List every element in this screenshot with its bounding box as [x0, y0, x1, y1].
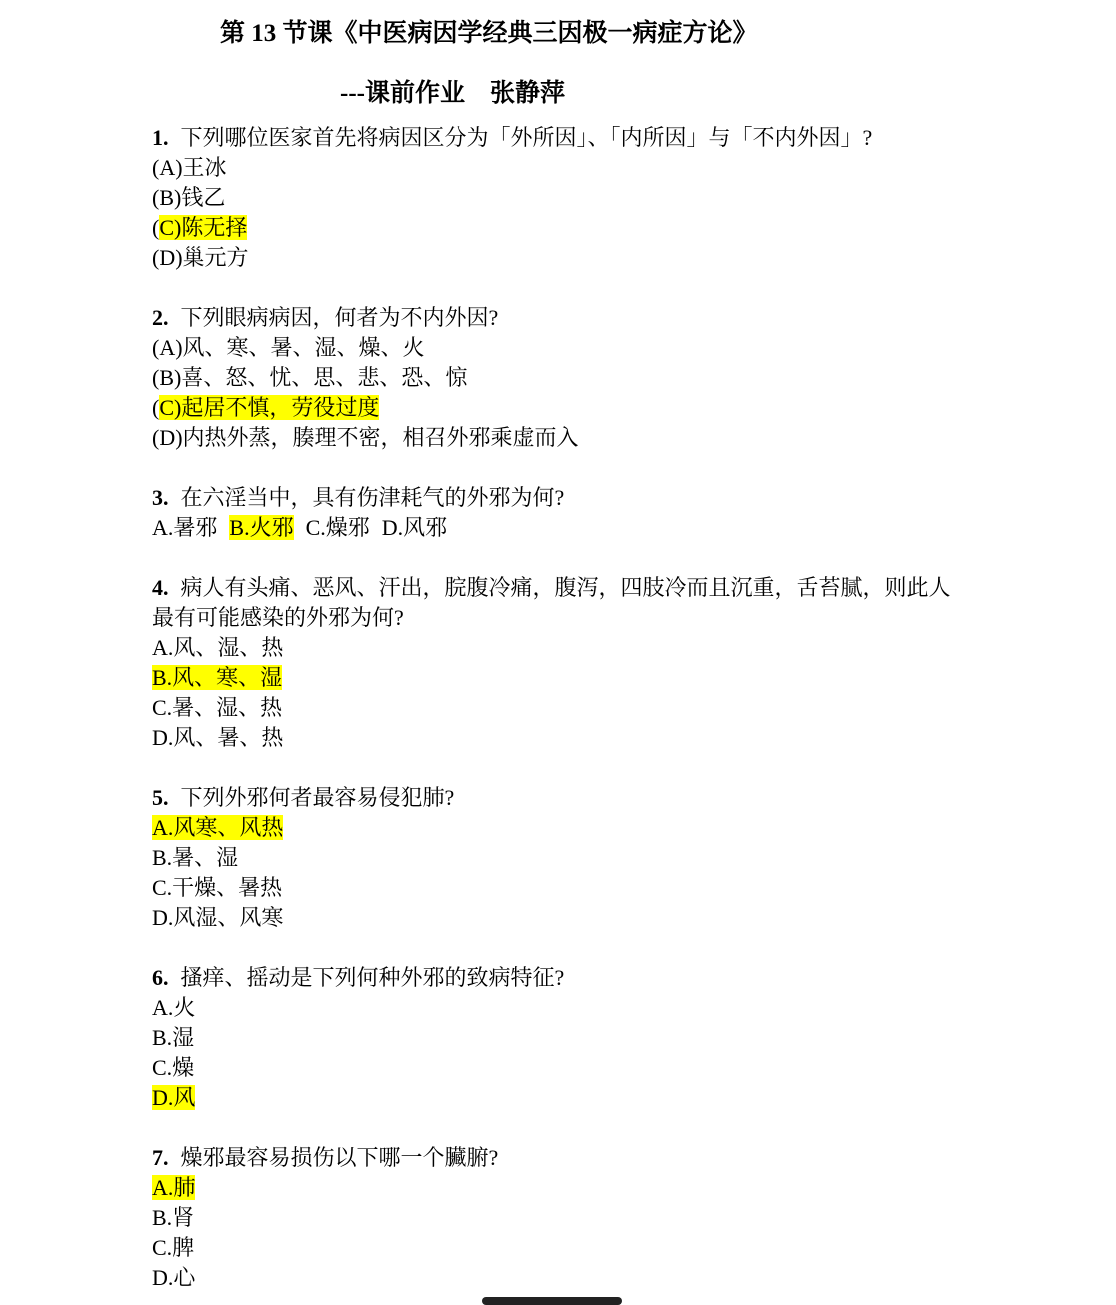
option-a: A.火: [152, 995, 196, 1020]
highlighted-answer: A.风寒、风热: [152, 815, 284, 840]
highlighted-answer: B.风、寒、湿: [152, 665, 283, 690]
question-number: 4.: [152, 575, 169, 600]
scroll-indicator[interactable]: [482, 1297, 622, 1305]
option-d: D.风湿、风寒: [152, 905, 284, 930]
question-7: [152, 1143, 972, 1293]
option-c: [152, 393, 972, 423]
question-5: [152, 783, 972, 933]
option-a: [152, 1173, 972, 1203]
highlighted-answer: A.肺: [152, 1175, 196, 1200]
question-stem: [152, 303, 972, 333]
option-b: (B)钱乙: [152, 185, 226, 210]
highlighted-answer: C)起居不慎，劳役过度: [159, 395, 380, 420]
option-d: D.风、暑、热: [152, 725, 284, 750]
option-c: C.燥邪: [305, 515, 370, 540]
option-b: [152, 663, 972, 693]
option-d: [152, 1083, 972, 1113]
question-stem: [152, 573, 957, 633]
question-text: 在六淫当中，具有伤津耗气的外邪为何?: [180, 485, 565, 510]
question-number: 3.: [152, 485, 169, 510]
question-number: 2.: [152, 305, 169, 330]
option-b: (B)喜、怒、忧、思、悲、恐、惊: [152, 365, 468, 390]
question-stem: [152, 123, 972, 153]
question-6: [152, 963, 972, 1113]
highlighted-answer: B.火邪: [229, 515, 294, 540]
question-2: [152, 303, 972, 453]
option-c: C.燥: [152, 1055, 195, 1080]
option-d: D.风邪: [381, 515, 448, 540]
question-stem: [152, 783, 972, 813]
option-b: B.湿: [152, 1025, 195, 1050]
document-title: 第 13 节课《中医病因学经典三因极一病症方论》: [220, 20, 758, 47]
question-text: 下列哪位医家首先将病因区分为「外所因」、「内所因」与「不内外因」?: [180, 125, 873, 150]
question-3: [152, 483, 972, 543]
question-number: 7.: [152, 1145, 169, 1170]
question-number: 1.: [152, 125, 169, 150]
option-b: B.肾: [152, 1205, 195, 1230]
option-d: D.心: [152, 1265, 196, 1290]
option-a: [152, 813, 972, 843]
option-a: A.暑邪: [152, 515, 218, 540]
highlighted-answer: C)陈无择: [159, 215, 248, 240]
question-stem: [152, 483, 972, 513]
option-a: (A)风、寒、暑、湿、燥、火: [152, 335, 425, 360]
option-paren: (: [152, 215, 160, 240]
question-text: 燥邪最容易损伤以下哪一个臟腑?: [180, 1145, 499, 1170]
option-a: (A)王冰: [152, 155, 227, 180]
highlighted-answer: D.风: [152, 1085, 196, 1110]
options-inline: [152, 513, 972, 543]
option-c: C.干燥、暑热: [152, 875, 283, 900]
document-subtitle: ---课前作业 张静萍: [340, 80, 565, 107]
option-d: (D)内热外蒸，腠理不密，相召外邪乘虚而入: [152, 425, 579, 450]
question-stem: [152, 963, 972, 993]
option-b: B.暑、湿: [152, 845, 239, 870]
question-text: 病人有头痛、恶风、汗出，脘腹冷痛，腹泻，四肢冷而且沉重，舌苔腻，则此人最有可能感染的外邪为何?: [152, 575, 951, 630]
question-number: 5.: [152, 785, 169, 810]
option-paren: (: [152, 395, 160, 420]
question-stem: [152, 1143, 972, 1173]
option-c: C.暑、湿、热: [152, 695, 283, 720]
question-text: 下列眼病病因，何者为不内外因?: [180, 305, 499, 330]
question-1: [152, 123, 972, 273]
question-4: [152, 573, 972, 753]
option-d: (D)巢元方: [152, 245, 249, 270]
option-c: [152, 213, 972, 243]
question-list: [152, 123, 972, 1293]
question-text: 搔痒、摇动是下列何种外邪的致病特征?: [180, 965, 565, 990]
option-c: C.脾: [152, 1235, 195, 1260]
option-a: A.风、湿、热: [152, 635, 284, 660]
question-text: 下列外邪何者最容易侵犯肺?: [180, 785, 455, 810]
question-number: 6.: [152, 965, 169, 990]
